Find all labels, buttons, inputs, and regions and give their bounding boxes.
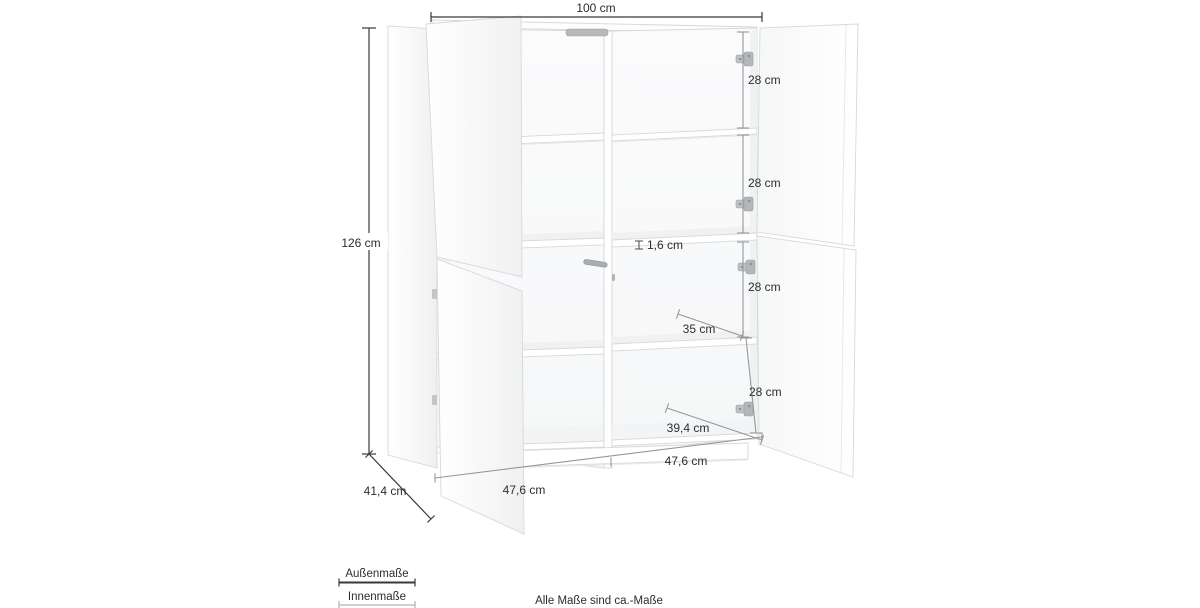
- dim-label-inner-depth-bottom: 39,4 cm: [666, 421, 710, 435]
- center-divider: [604, 31, 612, 468]
- door-top-left: [426, 16, 522, 277]
- dim-label-compartment-4: 28 cm: [749, 385, 782, 399]
- footer-note: Alle Maße sind ca.-Maße: [535, 595, 663, 607]
- dim-label-height-total: 126 cm: [341, 236, 381, 250]
- legend: [339, 568, 415, 608]
- dim-width-total: [431, 1, 762, 22]
- dim-label-shelf-depth: 35 cm: [682, 322, 716, 336]
- dim-label-inner-width-left: 47,6 cm: [502, 483, 546, 497]
- dim-label-width-total: 100 cm: [576, 1, 616, 15]
- dim-label-inner-width-right: 47,6 cm: [664, 454, 708, 468]
- door-bottom-right: [757, 236, 856, 477]
- dim-label-depth-total: 41,4 cm: [363, 484, 407, 498]
- dim-label-compartment-1: 28 cm: [748, 73, 781, 87]
- compartment-right: [612, 28, 757, 452]
- lock-icon: [612, 274, 615, 281]
- door-top-right: [757, 24, 858, 246]
- dim-label-compartment-3: 28 cm: [748, 280, 781, 294]
- dim-label-shelf-thickness: 1,6 cm: [647, 238, 684, 252]
- legend-inner-label: Innenmaße: [347, 591, 407, 603]
- dim-height-total: [334, 28, 388, 454]
- legend-outer-label: Außenmaße: [345, 568, 409, 580]
- dim-label-compartment-2: 28 cm: [748, 176, 781, 190]
- led-light-icon: [566, 29, 608, 36]
